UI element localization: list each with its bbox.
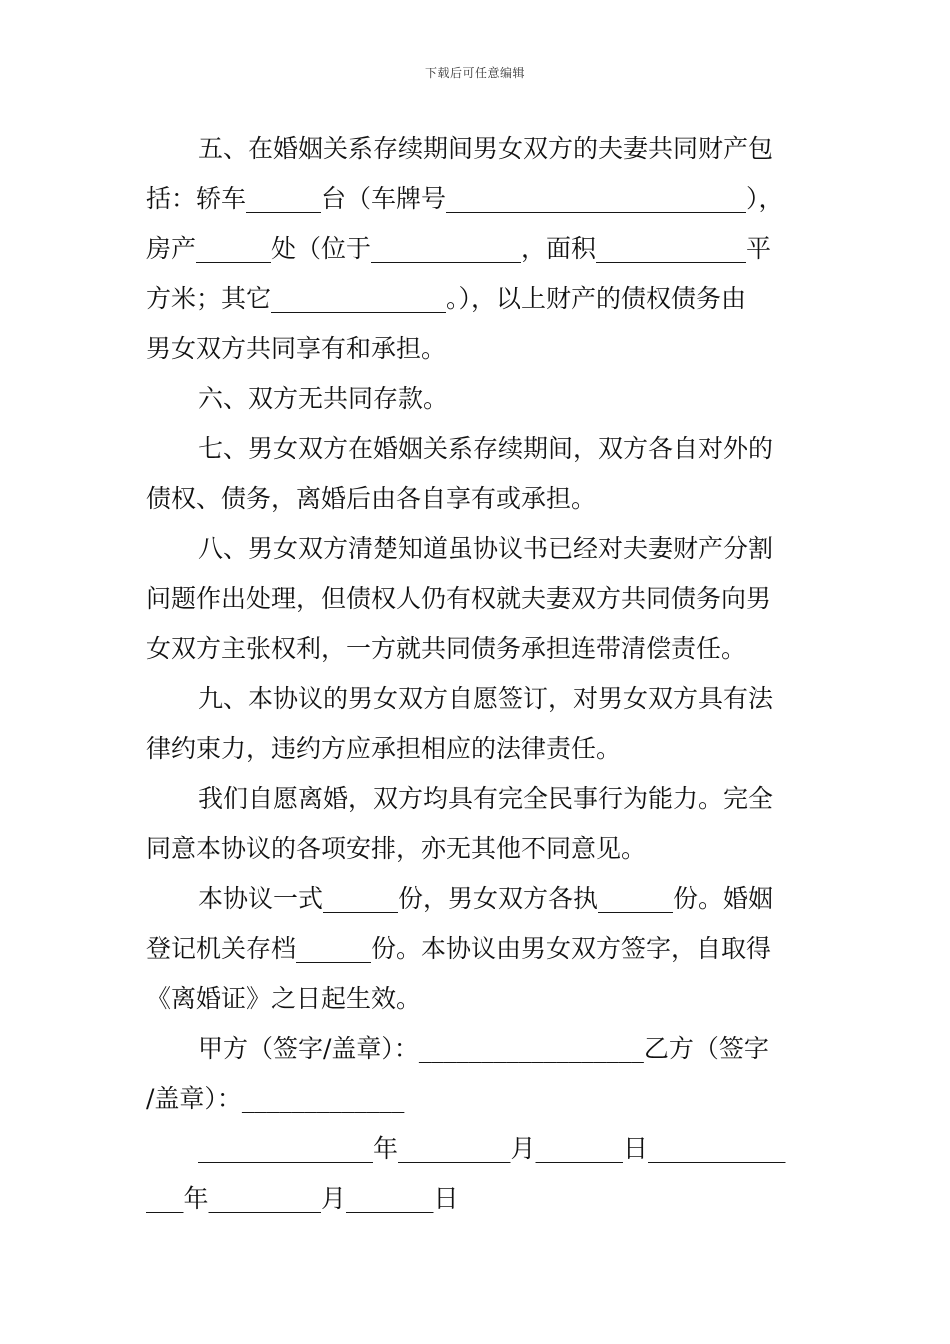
statement-line-2: 同意本协议的各项安排，亦无其他不同意见。 [146, 834, 647, 863]
clause-6: 六、双方无共同存款。 [198, 384, 449, 413]
clause-5-line-4: 方米；其它______________。），以上财产的债权债务由 [146, 284, 747, 313]
document-body [146, 124, 810, 1224]
clause-8-line-1: 八、男女双方清楚知道虽协议书已经对夫妻财产分割 [198, 534, 774, 563]
clause-8-line-3: 女双方主张权利，一方就共同债务承担连带清偿责任。 [146, 634, 747, 663]
signature-line-2: /盖章）：_____________ [146, 1084, 405, 1113]
clause-5-line-2: 括：轿车______台（车牌号________________________）， [146, 184, 784, 213]
date-line-1: ______________年_________月_______日___________ [198, 1134, 786, 1163]
date-line-2: ___年_________月_______日 [146, 1184, 459, 1213]
clause-7-line-1: 七、男女双方在婚姻关系存续期间，双方各自对外的 [198, 434, 774, 463]
clause-8-line-2: 问题作出处理，但债权人仍有权就夫妻双方共同债务向男 [146, 584, 772, 613]
copies-line-2: 登记机关存档______份。本协议由男女双方签字，自取得 [146, 934, 772, 963]
clause-9-line-2: 律约束力，违约方应承担相应的法律责任。 [146, 734, 622, 763]
statement-line-1: 我们自愿离婚，双方均具有完全民事行为能力。完全 [198, 784, 774, 813]
clause-5-line-1: 五、在婚姻关系存续期间男女双方的夫妻共同财产包 [198, 134, 774, 163]
clause-9-line-1: 九、本协议的男女双方自愿签订，对男女双方具有法 [198, 684, 774, 713]
copies-line-1: 本协议一式______份，男女双方各执______份。婚姻 [198, 884, 774, 913]
copies-line-3: 《离婚证》之日起生效。 [146, 984, 422, 1013]
clause-5-line-3: 房产______处（位于____________，面积____________平 [146, 234, 772, 263]
clause-7-line-2: 债权、债务，离婚后由各自享有或承担。 [146, 484, 597, 513]
signature-line-1: 甲方（签字/盖章）：__________________乙方（签字 [198, 1034, 769, 1063]
clause-5-line-5: 男女双方共同享有和承担。 [146, 334, 447, 363]
page-header: 下载后可任意编辑 [424, 66, 525, 80]
